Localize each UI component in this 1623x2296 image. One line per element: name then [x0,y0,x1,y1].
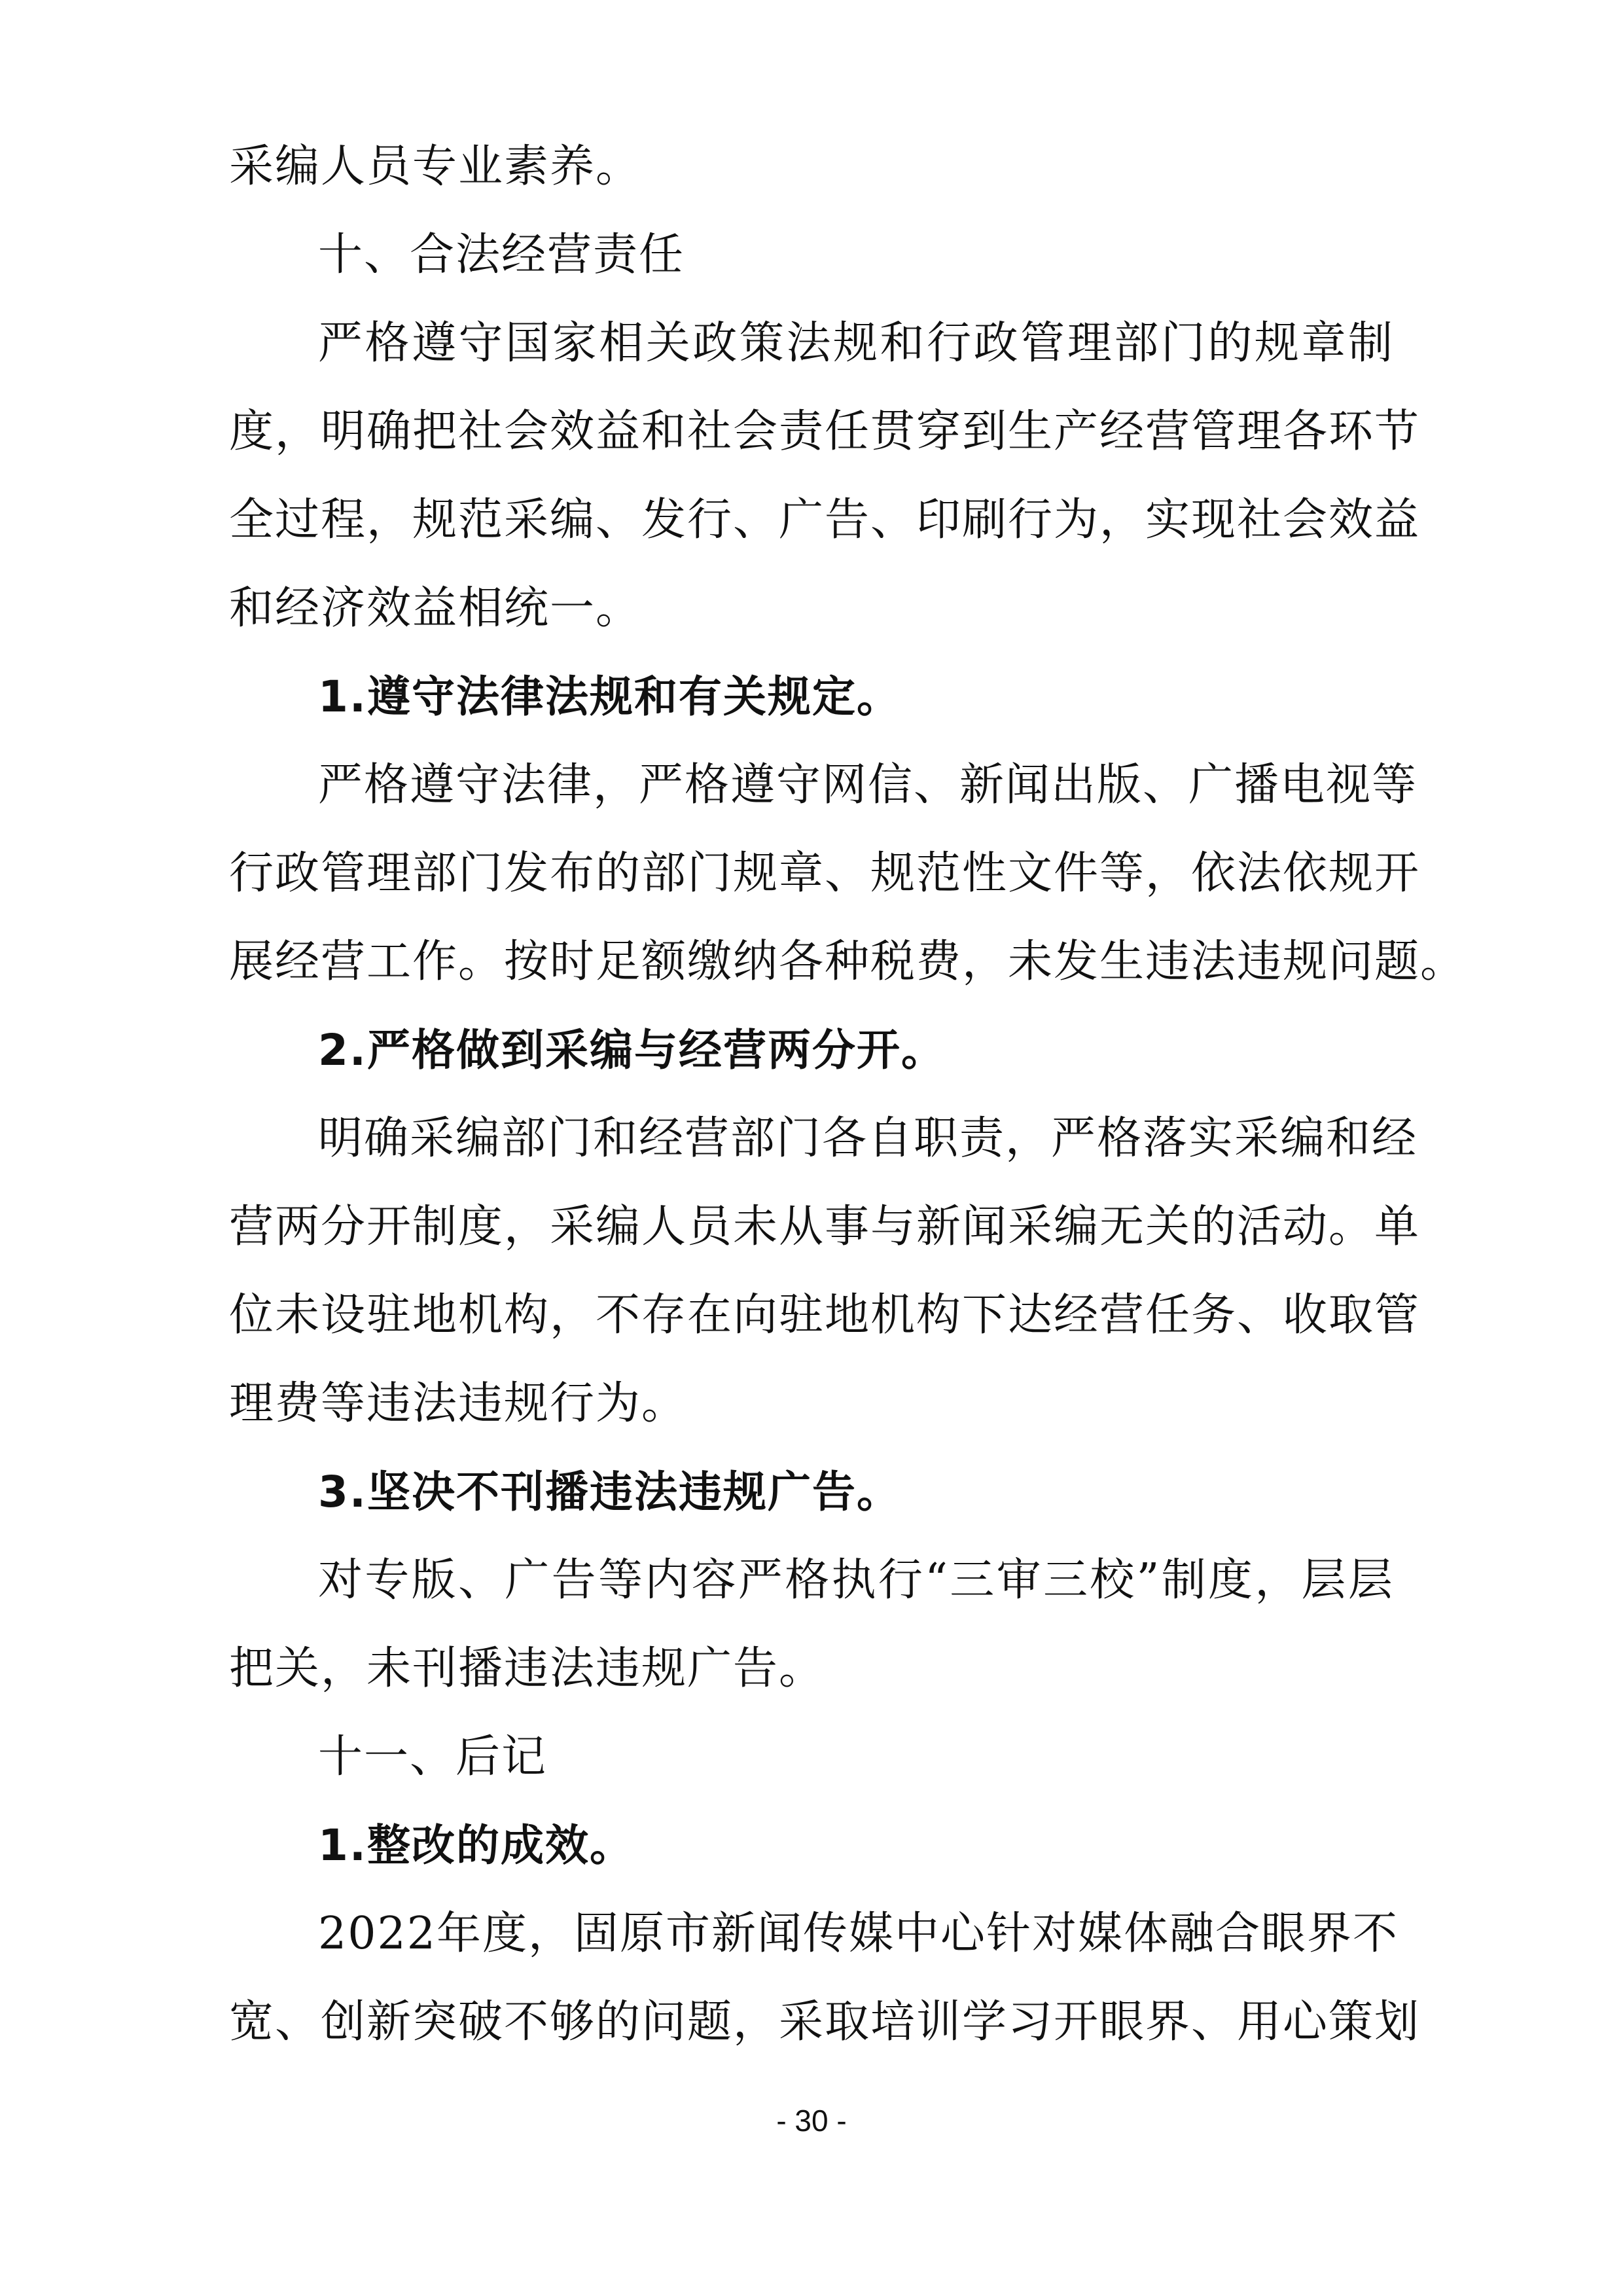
sub-heading-3: 3.坚决不刊播违法违规广告。 [318,1467,901,1517]
body-text-line: 度，明确把社会效益和社会责任贯穿到生产经营管理各环节 [229,406,1421,457]
body-text-line: 营两分开制度，采编人员未从事与新闻采编无关的活动。单 [229,1201,1421,1253]
body-text-line: 宽、创新突破不够的问题，采取培训学习开眼界、用心策划 [229,1996,1421,2048]
body-text-line: 和经济效益相统一。 [229,583,642,634]
body-text-line: 严格遵守国家相关政策法规和行政管理部门的规章制 [318,317,1394,369]
section-heading-11: 十一、后记 [318,1731,548,1783]
body-text-line: 展经营工作。按时足额缴纳各种税费，未发生违法违规问题。 [229,936,1467,988]
body-text-line: 位未设驻地机构，不存在向驻地机构下达经营任务、收取管 [229,1289,1421,1341]
body-text-line: 对专版、广告等内容严格执行“三审三校”制度，层层 [318,1554,1394,1606]
sub-heading-1: 1.遵守法律法规和有关规定。 [318,672,901,722]
section-heading-10: 十、合法经营责任 [318,229,685,281]
sub-heading-effect: 1.整改的成效。 [318,1820,634,1871]
body-text-line: 把关，未刊播违法违规广告。 [229,1643,825,1695]
page-number: - 30 - [776,2104,847,2138]
body-text-line: 理费等违法违规行为。 [229,1378,688,1429]
sub-heading-2: 2.严格做到采编与经营两分开。 [318,1025,946,1075]
body-text-line: 采编人员专业素养。 [229,141,642,192]
body-text-line: 行政管理部门发布的部门规章、规范性文件等，依法依规开 [229,848,1421,899]
body-text-line: 严格遵守法律，严格遵守网信、新闻出版、广播电视等 [318,759,1418,811]
body-text-line: 全过程，规范采编、发行、广告、印刷行为，实现社会效益 [229,494,1421,546]
body-text-line: 明确采编部门和经营部门各自职责，严格落实采编和经 [318,1113,1418,1164]
body-text-line: 2022年度，固原市新闻传媒中心针对媒体融合眼界不 [318,1908,1399,1960]
